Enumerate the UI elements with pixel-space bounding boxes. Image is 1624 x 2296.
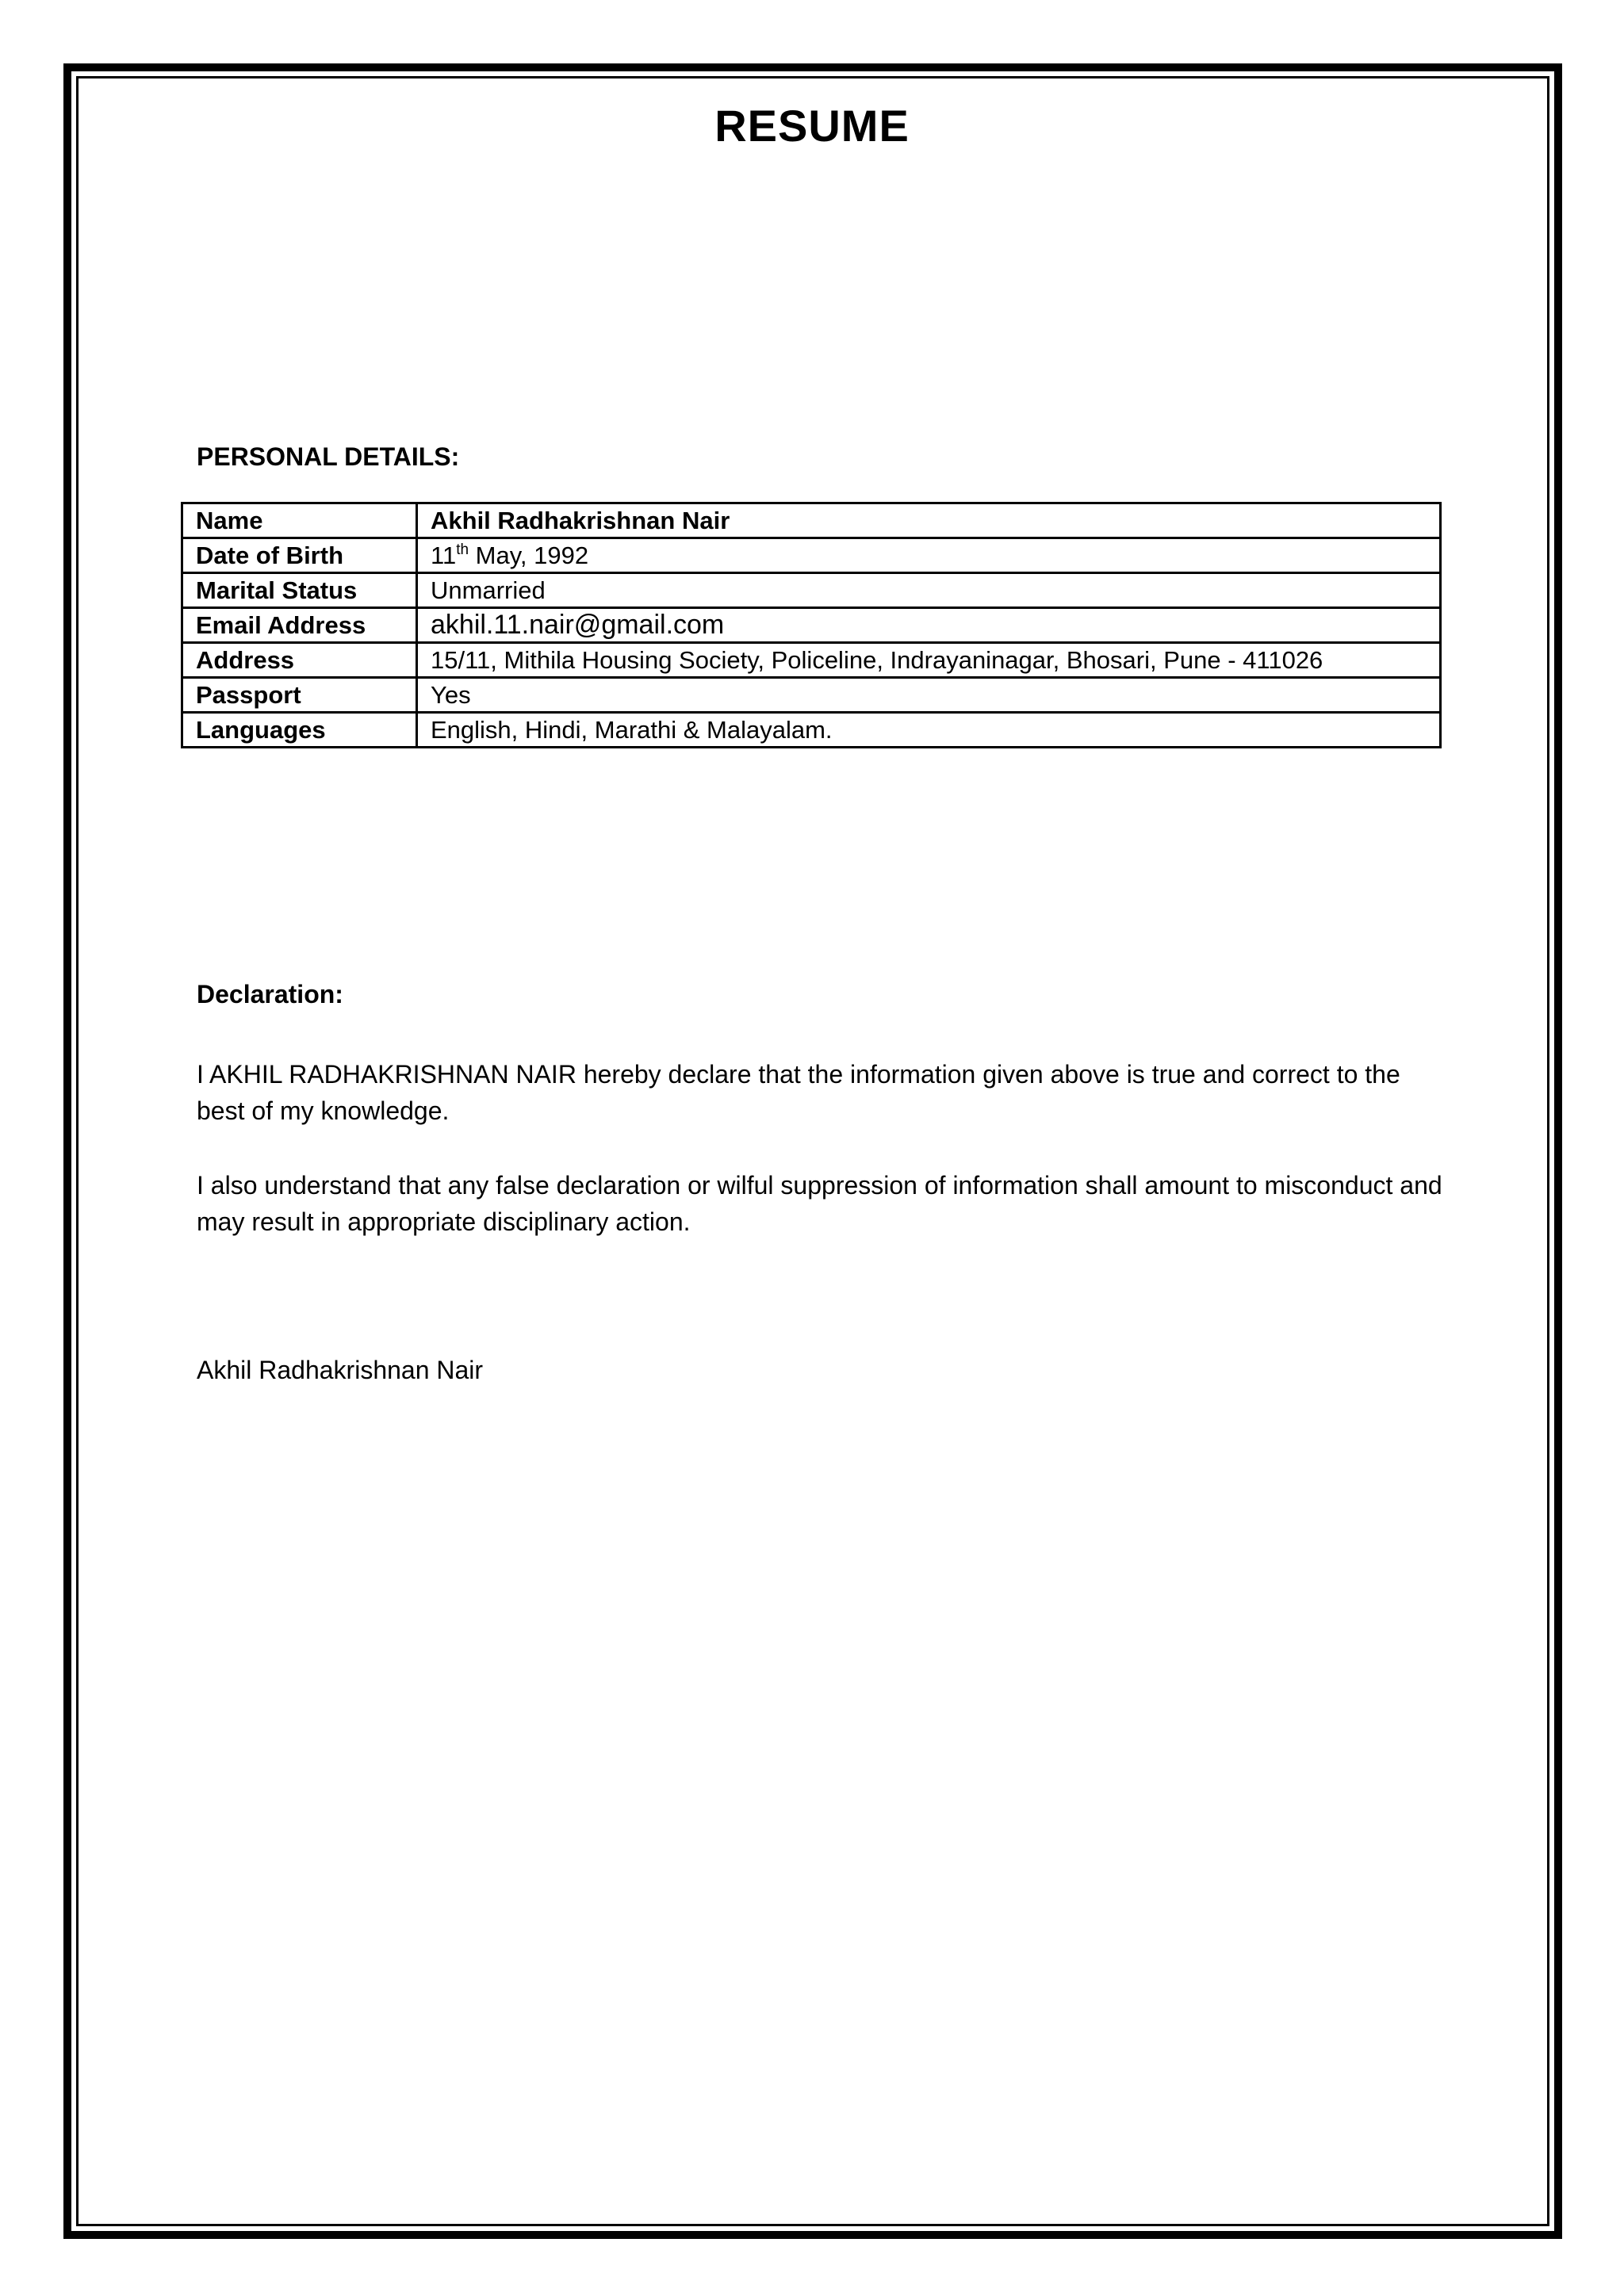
signature-name: Akhil Radhakrishnan Nair <box>197 1356 484 1384</box>
email-label: Email Address <box>182 608 417 643</box>
name-label: Name <box>182 503 417 538</box>
dob-month-year: May, 1992 <box>469 541 589 569</box>
table-row <box>182 573 1441 608</box>
declaration-paragraph-2: I also understand that any false declaration or wilful suppression of information shall amount to misconduct and may result in appropriate disciplinary action. <box>197 1171 1442 1236</box>
address-label: Address <box>182 643 417 678</box>
page-border-inner <box>76 76 1549 2226</box>
passport-label: Passport <box>182 678 417 713</box>
declaration-heading: Declaration: <box>197 980 343 1008</box>
personal-details-table <box>181 502 1442 748</box>
dob-day: 11 <box>431 541 457 569</box>
marital-status-label: Marital Status <box>182 573 417 608</box>
page-title: RESUME <box>714 101 910 151</box>
table-row <box>182 643 1441 678</box>
email-value: akhil.11.nair@gmail.com <box>417 608 1441 643</box>
declaration-paragraph-1: I AKHIL RADHAKRISHNAN NAIR hereby declare that the information given above is true and correct to the best of my knowledge. <box>197 1060 1400 1125</box>
table-row <box>182 538 1441 573</box>
dob-day-suffix: th <box>456 541 469 558</box>
languages-label: Languages <box>182 713 417 748</box>
table-row <box>182 503 1441 538</box>
dob-value <box>417 538 1441 573</box>
name-value: Akhil Radhakrishnan Nair <box>417 503 1441 538</box>
table-row <box>182 608 1441 643</box>
languages-value: English, Hindi, Marathi & Malayalam. <box>417 713 1441 748</box>
table-row <box>182 713 1441 748</box>
passport-value: Yes <box>417 678 1441 713</box>
personal-details-heading: PERSONAL DETAILS: <box>197 442 460 471</box>
marital-status-value: Unmarried <box>417 573 1441 608</box>
dob-label: Date of Birth <box>182 538 417 573</box>
table-row <box>182 678 1441 713</box>
address-value: 15/11, Mithila Housing Society, Policeline, Indrayaninagar, Bhosari, Pune - 411026 <box>417 643 1441 678</box>
